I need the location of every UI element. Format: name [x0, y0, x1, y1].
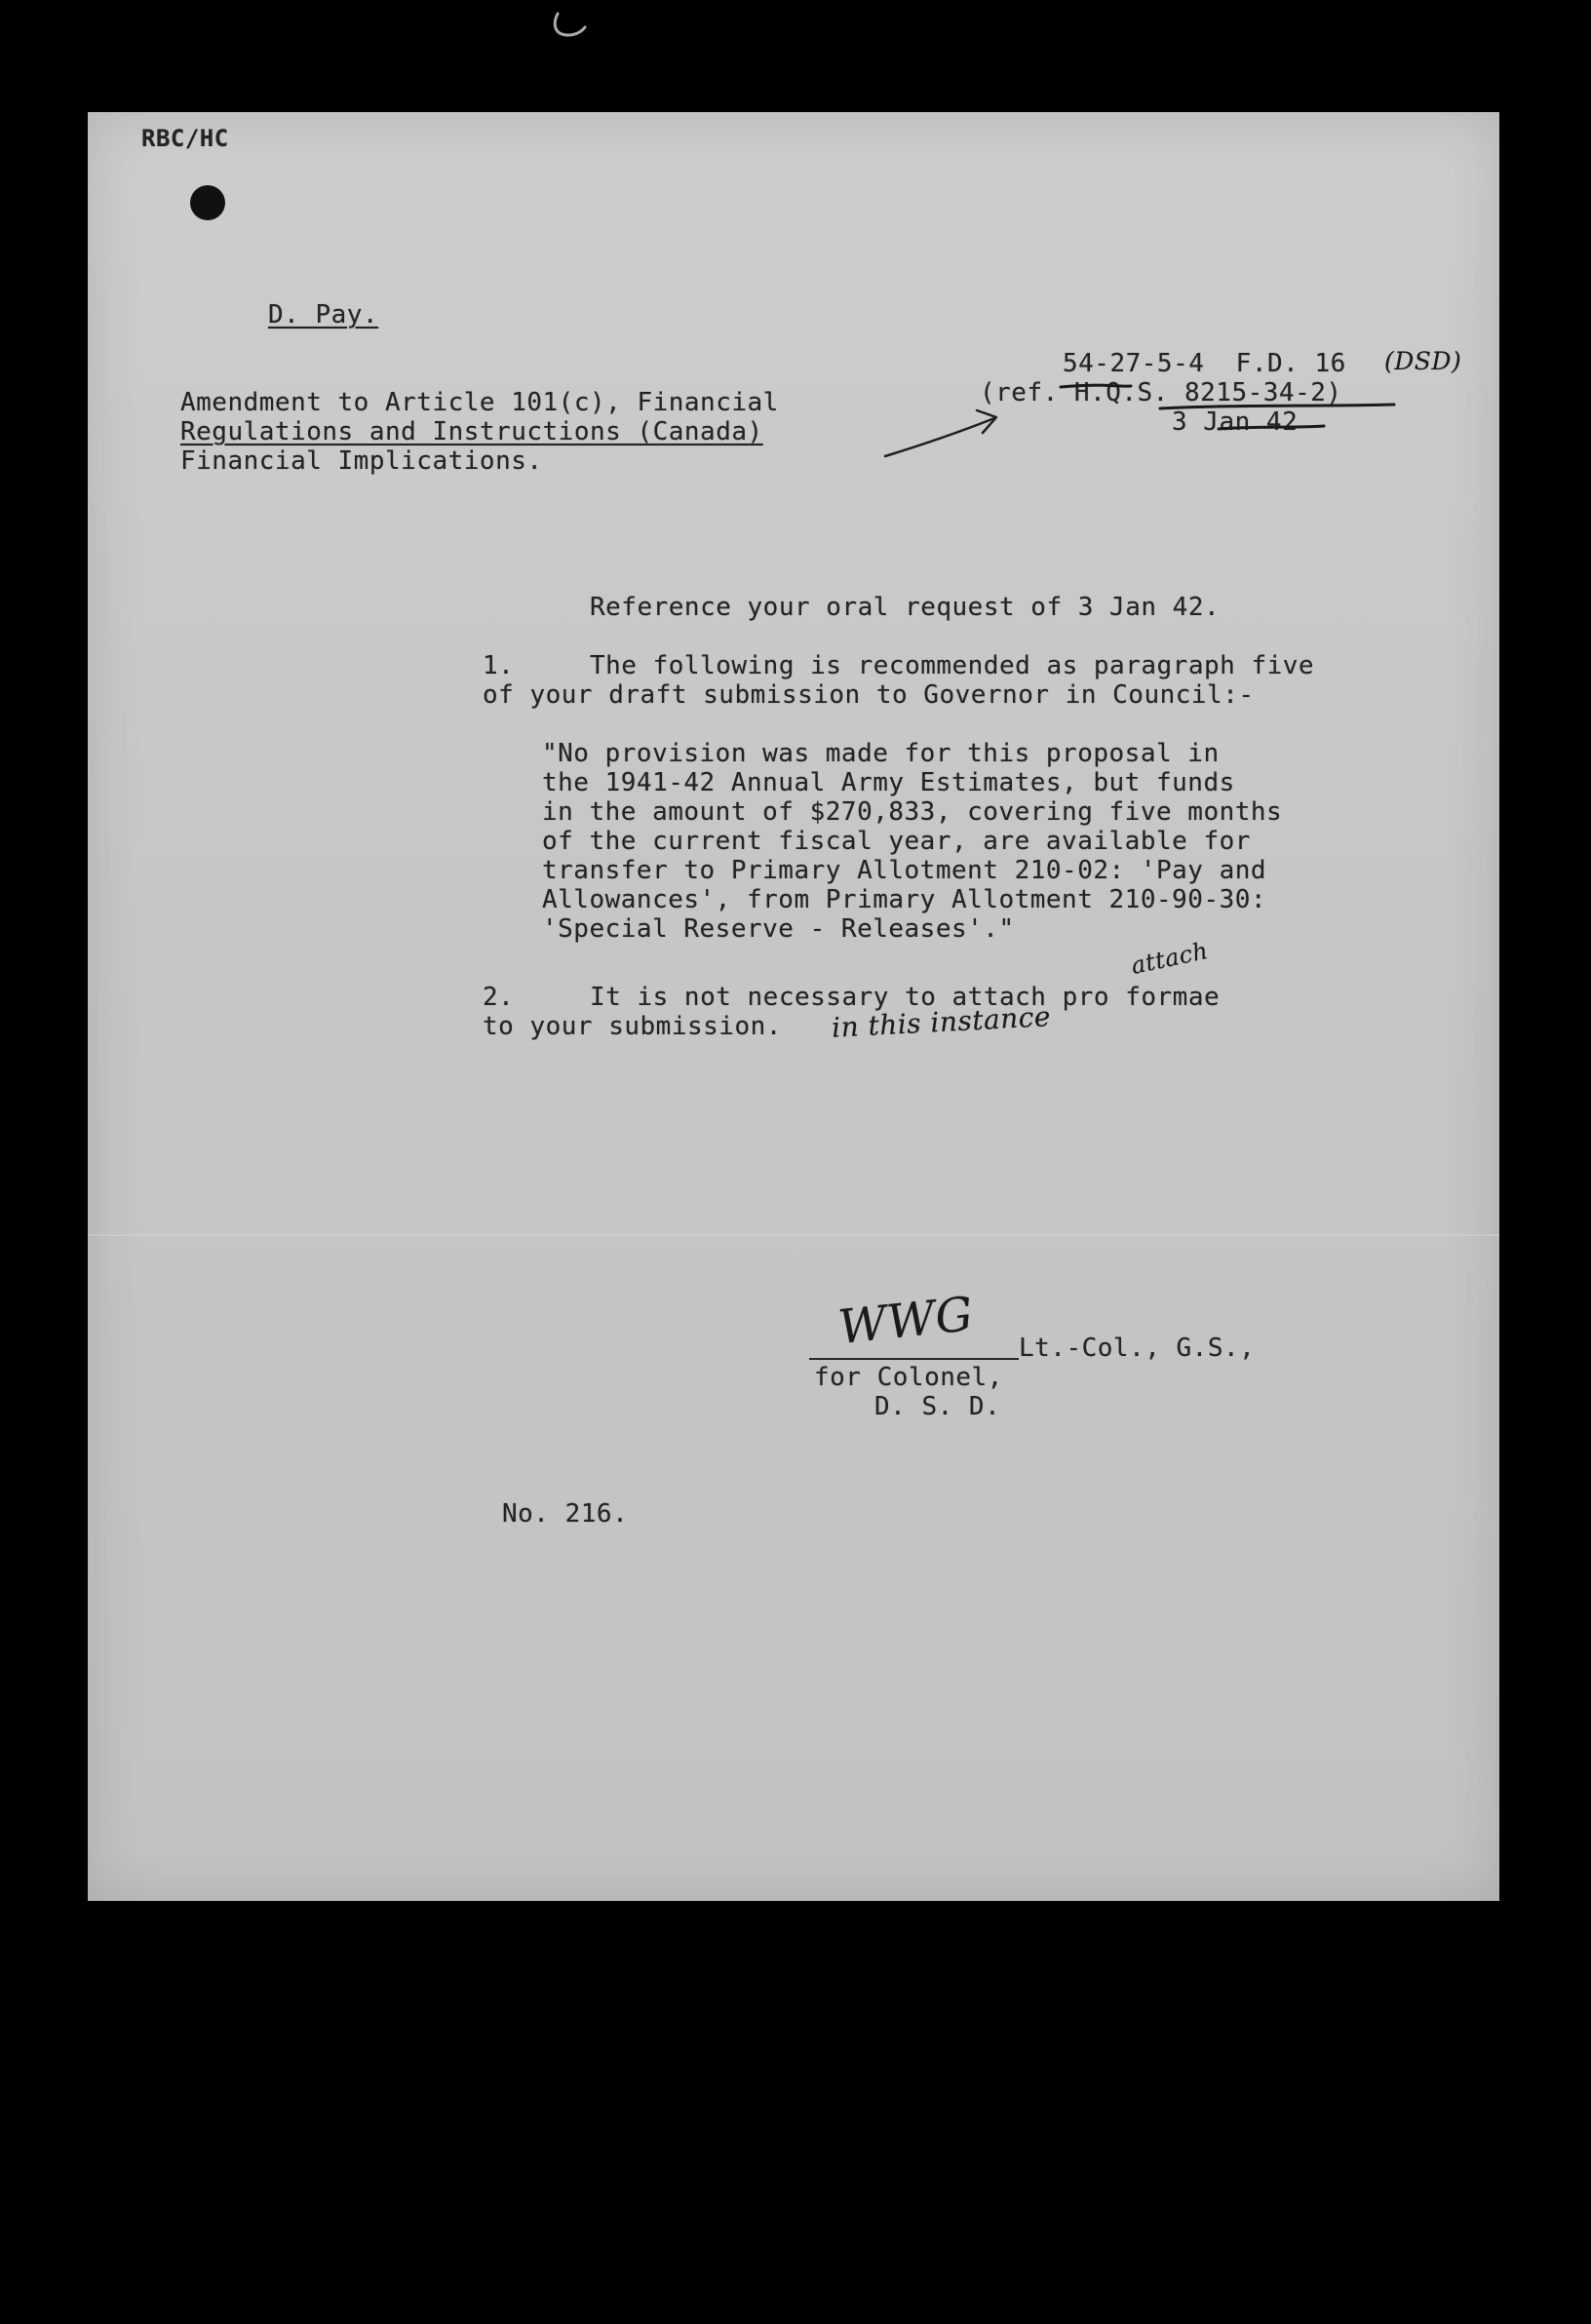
paragraph-1-line-2: of your draft submission to Governor in Council:-: [483, 680, 1255, 710]
paragraph-2-number: 2.: [483, 983, 515, 1012]
subject-line-3: Financial Implications.: [180, 446, 543, 476]
reference-line: Reference your oral request of 3 Jan 42.: [590, 593, 1221, 622]
initials: RBC/HC: [141, 125, 229, 152]
paragraph-1-line-1: The following is recommended as paragraph five: [590, 651, 1315, 680]
handwritten-marks: [88, 112, 1499, 1901]
addressee: D. Pay.: [268, 300, 379, 329]
signature-for-line: for Colonel,: [814, 1363, 1003, 1392]
subject-line-1: Amendment to Article 101(c), Financial: [180, 388, 779, 417]
quote-line-4: of the current fiscal year, are available for: [542, 827, 1251, 856]
quote-line-1: "No provision was made for this proposal in: [542, 739, 1220, 768]
handwritten-addition: in this instance: [831, 1000, 1052, 1044]
quote-line-3: in the amount of $270,833, covering five months: [542, 797, 1283, 827]
quote-line-5: transfer to Primary Allotment 210-02: 'Pay and: [542, 856, 1267, 885]
subject-line-2: Regulations and Instructions (Canada): [180, 417, 763, 446]
handwritten-insert: attach: [1128, 937, 1211, 981]
dsd-tag: (DSD): [1384, 347, 1462, 375]
paragraph-1-number: 1.: [483, 651, 515, 680]
quote-line-2: the 1941-42 Annual Army Estimates, but funds: [542, 768, 1235, 797]
signature-rank: Lt.-Col., G.S.,: [1019, 1334, 1256, 1363]
file-number: 54-27-5-4 F.D. 16: [1063, 349, 1346, 378]
arrow-line: [885, 418, 994, 456]
signature-office: D. S. D.: [874, 1392, 1001, 1421]
hq-ref-strike: [1061, 385, 1131, 387]
date-strike: [1219, 426, 1324, 429]
signature: WWG: [835, 1286, 977, 1356]
top-pencil-mark: [546, 8, 595, 52]
paragraph-2-line-1: It is not necessary to attach pro formae: [590, 983, 1221, 1012]
hq-reference: (ref. H.Q.S. 8215-34-2): [980, 378, 1342, 407]
document-number: No. 216.: [502, 1499, 629, 1529]
hq-ref-underline: [1160, 405, 1394, 408]
reference-date: 3 Jan 42: [1172, 407, 1299, 437]
quote-line-7: 'Special Reserve - Releases'.": [542, 914, 1015, 944]
quote-line-6: Allowances', from Primary Allotment 210-90-30:: [542, 885, 1267, 914]
paragraph-2-line-2: to your submission.: [483, 1012, 782, 1041]
memo-page: [88, 112, 1499, 1901]
